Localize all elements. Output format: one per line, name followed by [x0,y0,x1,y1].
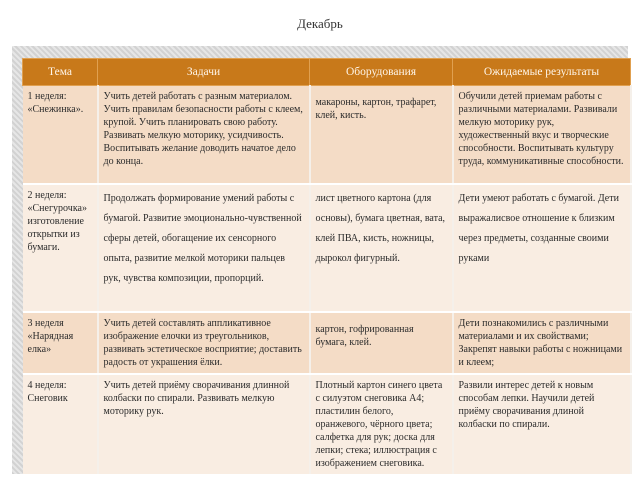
cell-topic: 4 неделя: Снеговик [23,374,98,475]
header-topic: Тема [23,59,98,86]
cell-equipment: Плотный картон синего цвета с силуэтом снеговика А4; пластилин белого, оранжевого, чёрного цвета; салфетка для рук; доска для лепки; стека; иллюстрация с изображением снеговика. [310,374,453,475]
header-tasks: Задачи [98,59,310,86]
cell-topic: 2 неделя: «Снегурочка» изготовление открытки из бумаги. [23,184,98,312]
cell-results: Дети познакомились с различными материалами и их свойствами; Закрепят навыки работы с ножницами и клеем; [453,312,631,374]
cell-tasks: Учить детей работать с разным материалом. Учить правилам безопасности работы с клеем, крупой. Учить планировать свою работу. Развивать мелкую моторику, усидчивость. Воспитывать желание доводить начатое дело до конца. [98,86,310,184]
cell-topic: 3 неделя «Нарядная елка» [23,312,98,374]
table-row [23,86,631,184]
cell-tasks: Учить детей приёму сворачивания длинной колбаски по спирали. Развивать мелкую моторику рук. [98,374,310,475]
cell-equipment: макароны, картон, трафарет, клей, кисть. [310,86,453,184]
cell-tasks: Продолжать формирование умений работы с бумагой. Развитие эмоционально-чувственной сферы детей, обогащение их сенсорного опыта, развитие мелкой моторики пальцев рук, чувства композиции, пропорций. [98,184,310,312]
table-header-row [23,59,631,86]
cell-results: Обучили детей приемам работы с различными материалами. Развивали мелкую моторику рук, художественный вкус и творческие способности. Воспитывать культуру труда, коммуникативные способности. [453,86,631,184]
cell-results: Развили интерес детей к новым способам лепки. Научили детей приёму сворачивания длиной колбаски по спирали. [453,374,631,475]
page-title: Декабрь [297,16,343,31]
cell-equipment: лист цветного картона (для основы), бумага цветная, вата, клей ПВА, кисть, ножницы, дырокол фигурный. [310,184,453,312]
header-results: Ожидаемые результаты [453,59,631,86]
cell-topic: 1 неделя: «Снежинка». [23,86,98,184]
table-row [23,312,631,374]
cell-results: Дети умеют работать с бумагой. Дети выражалисвое отношение к близким через предметы, созданные своими руками [453,184,631,312]
cell-tasks: Учить детей составлять аппликативное изображение елочки из треугольников, развивать эстетическое восприятие; доставить радость от украшения ёлки. [98,312,310,374]
lesson-plan-table [22,58,632,476]
table-row [23,374,631,475]
cell-equipment: картон, гофрированная бумага, клей. [310,312,453,374]
header-equipment: Оборудования [310,59,453,86]
table-row [23,184,631,312]
